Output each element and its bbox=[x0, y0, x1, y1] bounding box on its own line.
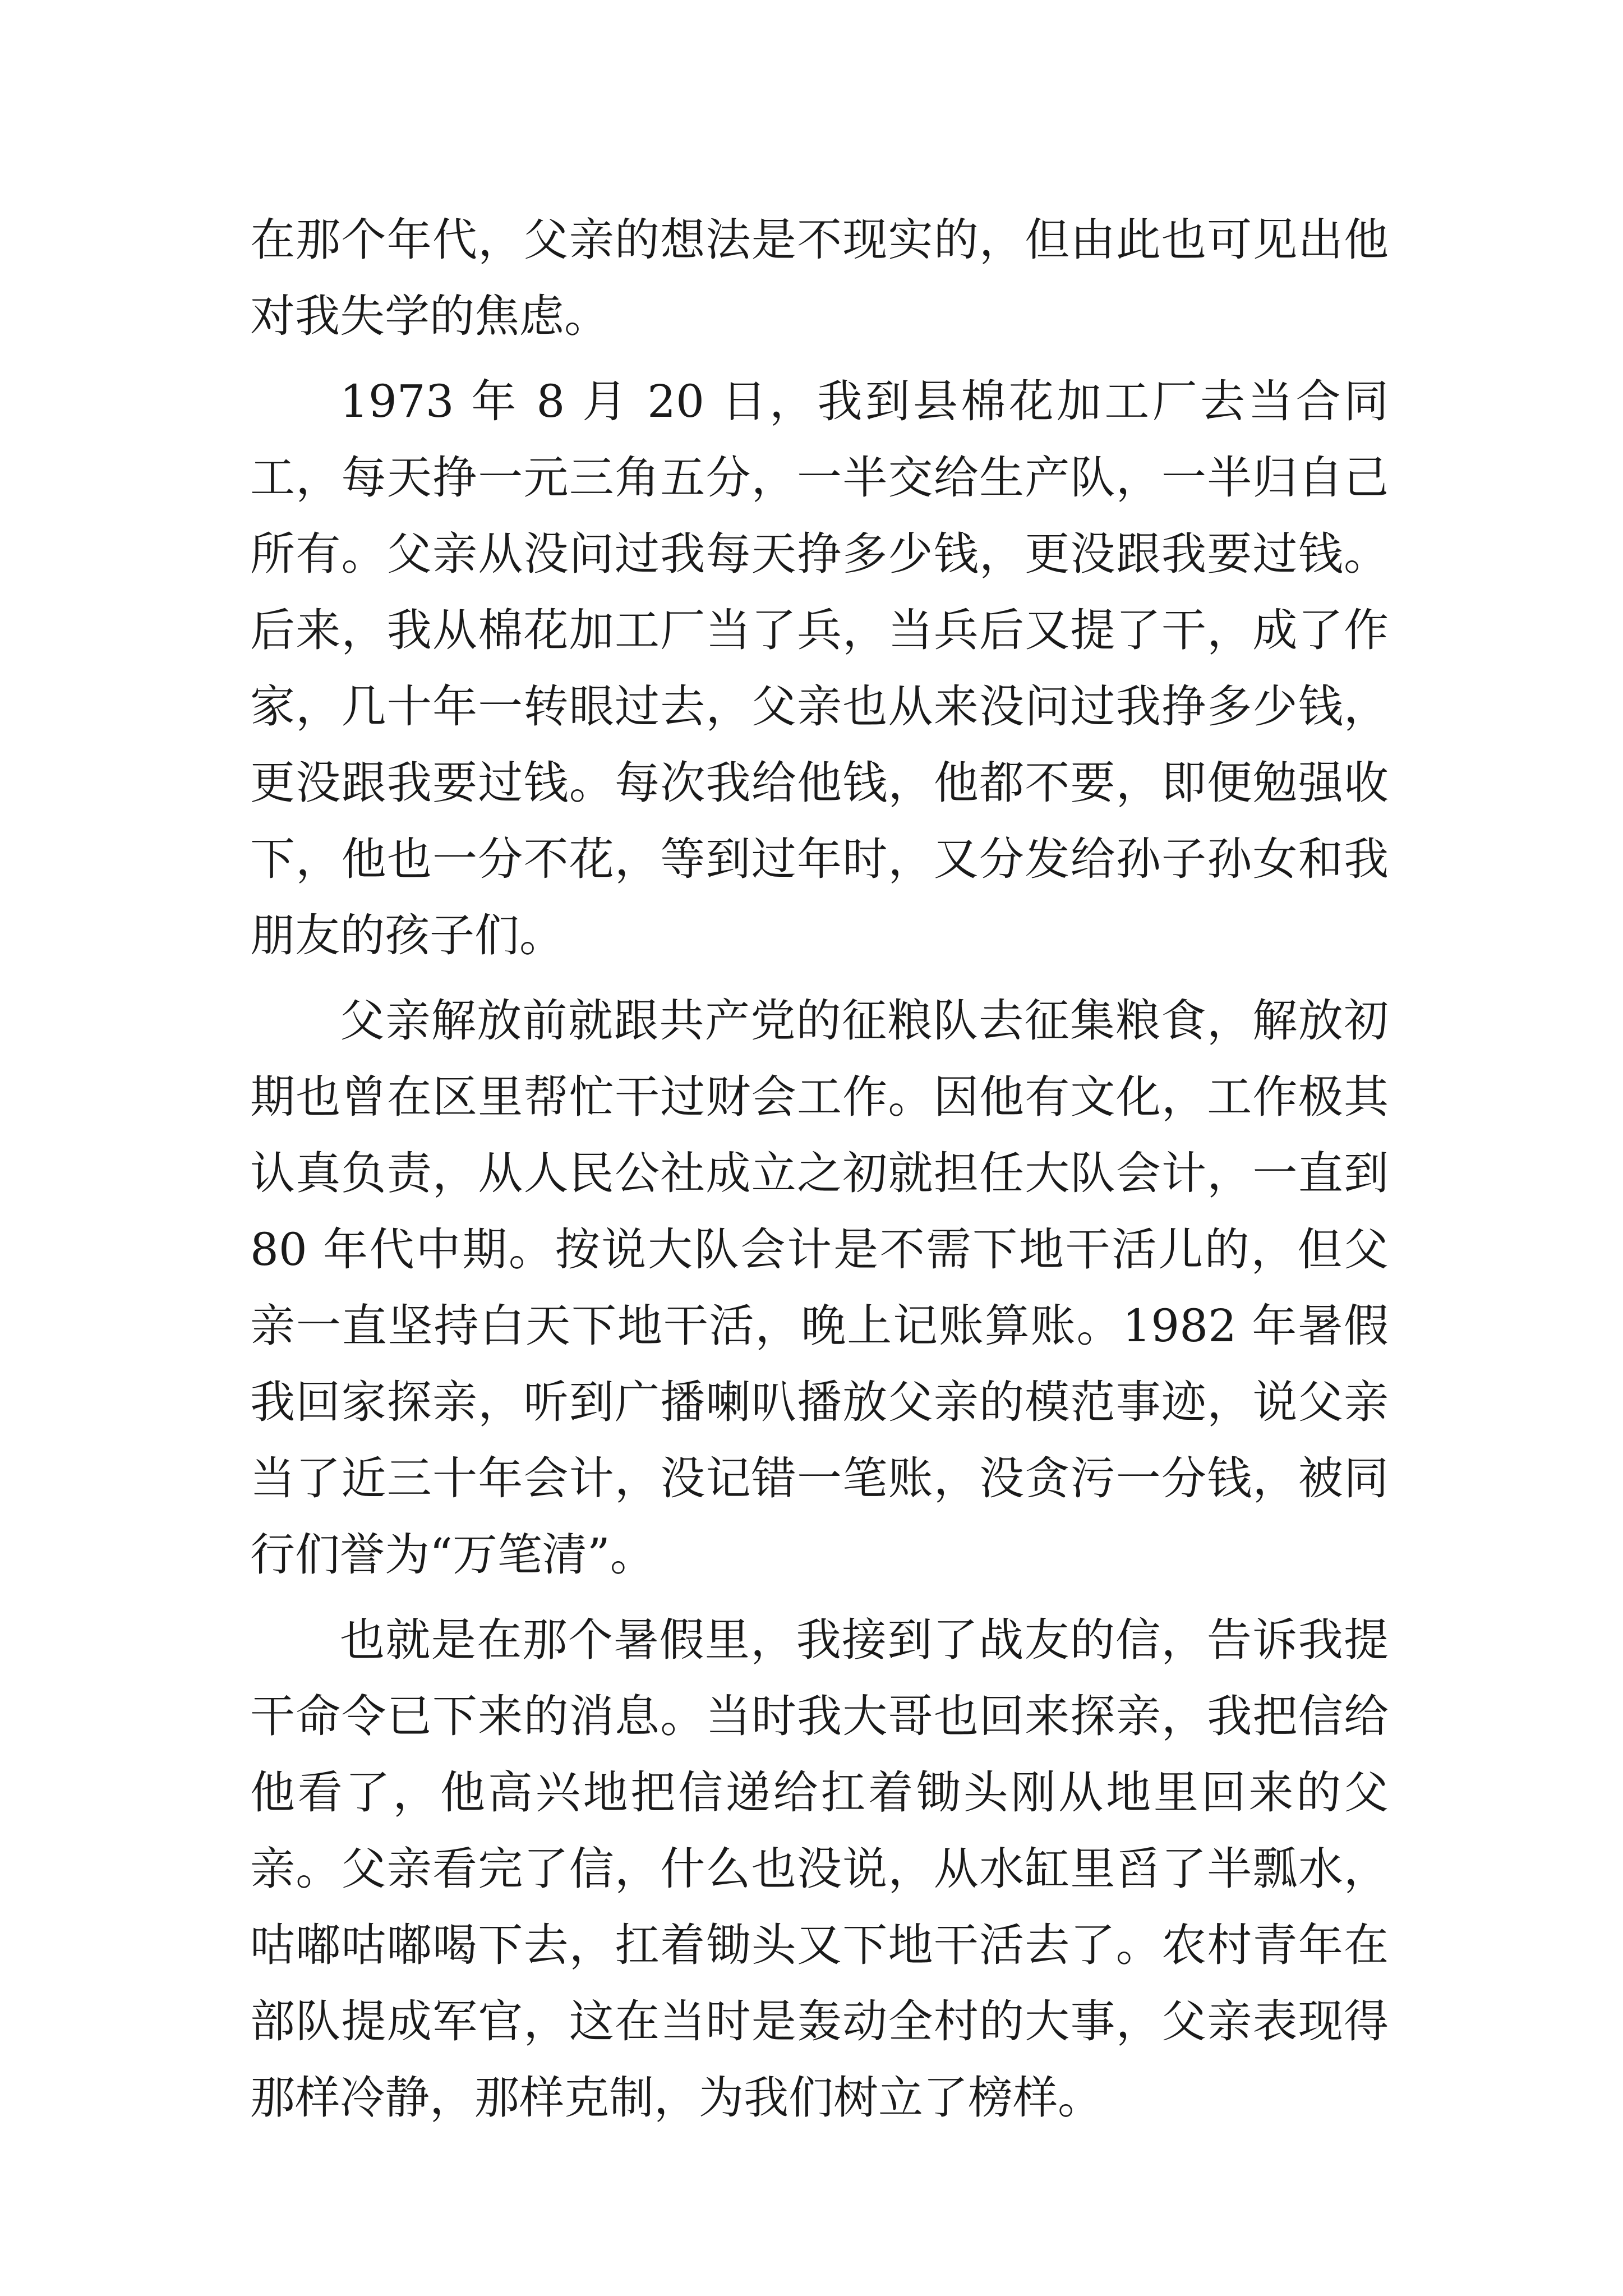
paragraph-accountant: 父亲解放前就跟共产党的征粮队去征集粮食，解放初期也曾在区里帮忙干过财会工作。因他有文化，工作极其认真负责，从人民公社成立之初就担任大队会计，一直到 80 年代中期。按说大队会计是不需下地干活儿的，但父亲一直坚持白天下地干活，晚上记账算账。1982 年暑假我回家探亲，听到广播喇叭播放父亲的模范事迹，说父亲当了近三十年会计，没记错一笔账，没贪污一分钱，被同行们誉为“万笔清”。 bbox=[250, 995, 1389, 1581]
paragraph-promotion-letter: 也就是在那个暑假里，我接到了战友的信，告诉我提干命令已下来的消息。当时我大哥也回来探亲，我把信给他看了，他高兴地把信递给扛着锄头刚从地里回来的父亲。父亲看完了信，什么也没说，从水缸里舀了半瓢水，咕嘟咕嘟喝下去，扛着锄头又下地干活去了。农村青年在部队提成军官，这在当时是轰动全村的大事，父亲表现得那样冷静，那样克制，为我们树立了榜样。 bbox=[250, 1614, 1389, 2124]
paragraph-continuation: 在那个年代，父亲的想法是不现实的，但由此也可见出他对我失学的焦虑。 bbox=[250, 214, 1389, 342]
paragraph-1973-job: 1973 年 8 月 20 日，我到县棉花加工厂去当合同工，每天挣一元三角五分，一半交给生产队，一半归自己所有。父亲从没问过我每天挣多少钱，更没跟我要过钱。后来，我从棉花加工厂当了兵，当兵后又提了干，成了作家，几十年一转眼过去，父亲也从来没问过我挣多少钱，更没跟我要过钱。每次我给他钱，他都不要，即便勉强收下，他也一分不花，等到过年时，又分发给孙子孙女和我朋友的孩子们。 bbox=[250, 375, 1389, 961]
body-text bbox=[250, 202, 1389, 2136]
